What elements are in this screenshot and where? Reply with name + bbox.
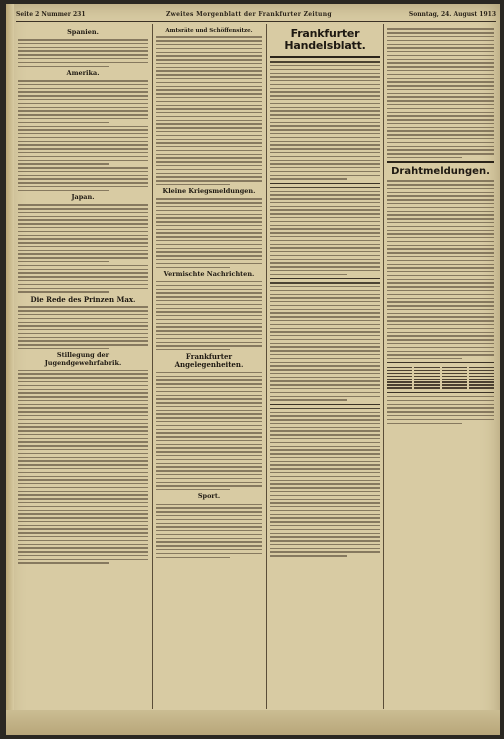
divider — [270, 56, 380, 58]
divider — [270, 404, 380, 405]
column-2 — [156, 26, 262, 560]
article-text — [18, 370, 148, 564]
article-text — [387, 180, 494, 359]
section-heading: Kleine Kriegsmeldungen. — [162, 187, 256, 196]
masthead-publication: Zweites Morgenblatt der Frankfurter Zeitung — [166, 11, 332, 18]
article-text — [387, 28, 494, 158]
article-text — [156, 281, 262, 350]
page-bottom-margin — [6, 710, 500, 735]
article-text — [270, 282, 380, 401]
divider — [270, 278, 380, 279]
market-table — [387, 362, 494, 393]
section-heading: Die Rede des Prinzen Max. — [30, 294, 136, 304]
section-heading: Japan. — [71, 193, 95, 202]
section-heading: Frankfurter Angelegenheiten. — [174, 352, 244, 370]
article-text — [270, 61, 380, 180]
article-text — [270, 408, 380, 557]
section-heading: Spanien. — [67, 28, 99, 36]
section-title: Drahtmeldungen. — [391, 166, 490, 178]
column-divider — [152, 24, 153, 709]
section-heading: Sport. — [197, 492, 221, 501]
section-heading: Amtsräte und Schöffensitze. — [165, 28, 253, 34]
article-text — [156, 36, 262, 185]
section-heading: Vermischte Nachrichten. — [163, 269, 255, 278]
page-binding-edge — [6, 4, 14, 735]
column-divider — [383, 24, 384, 709]
masthead-date: Sonntag, 24. August 1913 — [408, 11, 496, 18]
column-3 — [270, 26, 380, 559]
article-text — [18, 204, 148, 292]
article-text — [18, 39, 148, 67]
article-text — [387, 396, 494, 424]
column-4 — [387, 26, 494, 426]
article-text — [156, 504, 262, 558]
section-heading: Amerika. — [66, 69, 100, 77]
divider — [270, 183, 380, 184]
masthead — [16, 11, 496, 22]
article-text — [156, 198, 262, 267]
article-text — [270, 187, 380, 275]
section-heading: Stillegung der Jugendgewehrfabrik. — [44, 351, 122, 367]
column-1 — [18, 26, 148, 566]
newspaper-page — [6, 4, 500, 735]
section-title: Frankfurter Handelsblatt. — [284, 27, 366, 53]
divider — [387, 161, 494, 163]
masthead-page-number: Seite 2 Nummer 231 — [16, 11, 86, 18]
article-text — [18, 80, 148, 191]
article-text — [156, 372, 262, 491]
article-text — [18, 306, 148, 349]
column-divider — [266, 24, 267, 709]
